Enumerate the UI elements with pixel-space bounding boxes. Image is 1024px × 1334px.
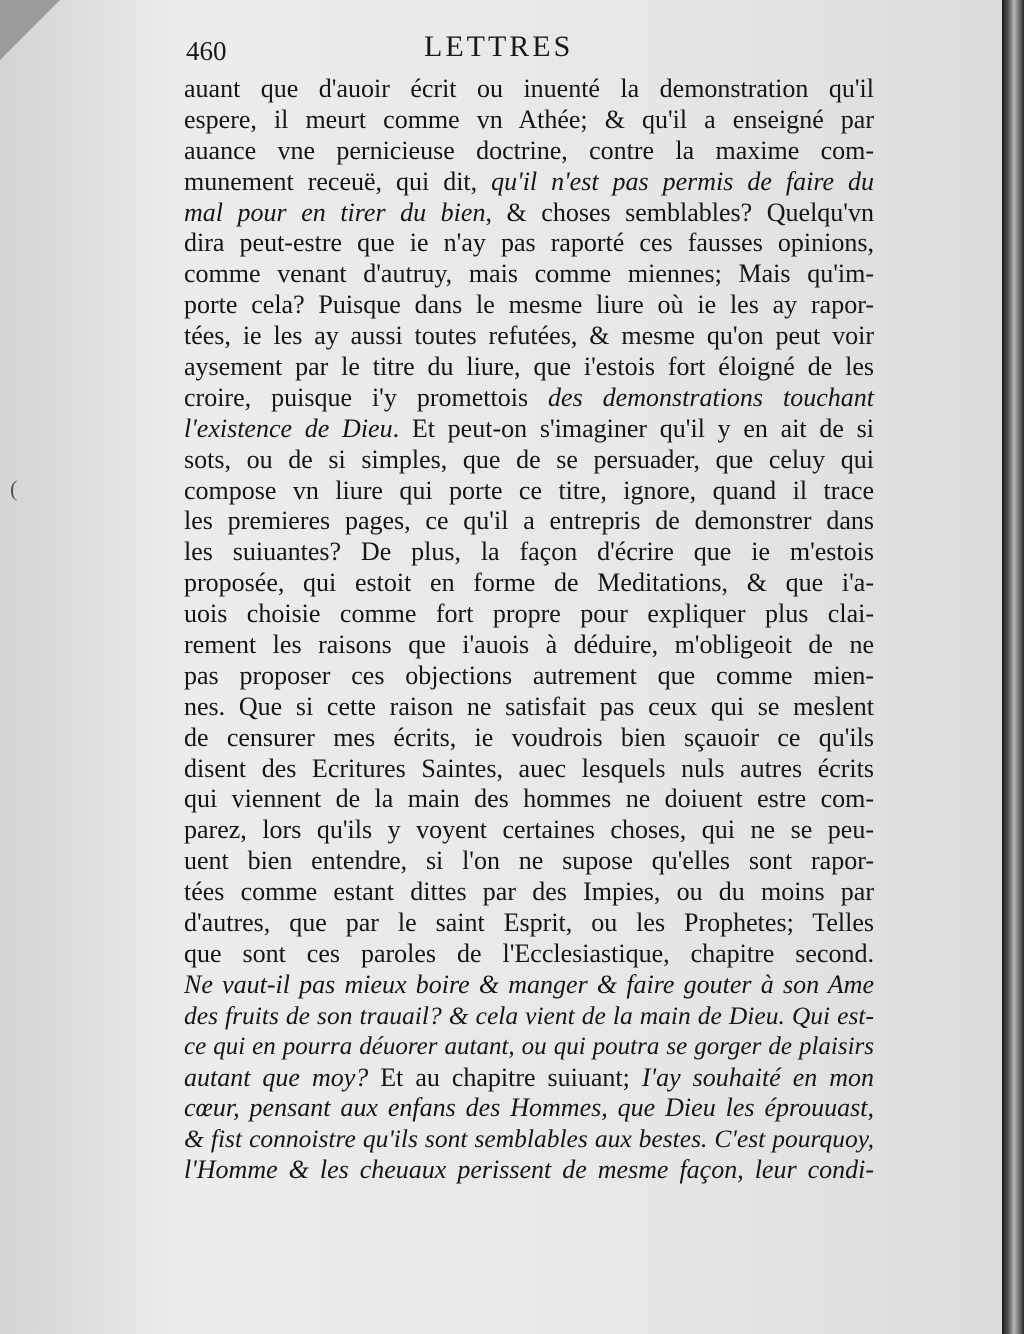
text-line (184, 506, 874, 537)
text-segment: nes. Que si cette raison ne satisfait pas ceux qui se meslent (184, 691, 874, 721)
text-line (184, 939, 874, 970)
text-line (184, 476, 874, 507)
text-segment: des demonstrations touchant (548, 382, 874, 412)
text-line (184, 846, 874, 877)
text-line (184, 1001, 874, 1032)
body-text (184, 74, 874, 1186)
text-line (184, 74, 874, 105)
text-line (184, 630, 874, 661)
text-segment: rement les raisons que i'auois à déduire, m'obligeoit de ne (184, 630, 874, 660)
text-segment: compose vn liure qui porte ce titre, ignore, quand il trace (184, 475, 874, 505)
text-segment: ce qui en pourra déuorer autant, ou qui poutra se gorger de plaisirs (184, 1032, 874, 1060)
book-spine (1002, 0, 1024, 1334)
text-segment: l'Homme & les cheuaux perissent de mesme façon, leur condi- (184, 1155, 874, 1185)
text-line (184, 259, 874, 290)
text-segment: I'ay souhaité en mon (641, 1062, 874, 1092)
text-line (184, 723, 874, 754)
folded-corner (0, 0, 60, 60)
text-line (184, 754, 874, 785)
text-line (184, 414, 874, 445)
text-line (184, 1093, 874, 1124)
text-line (184, 784, 874, 815)
text-segment: Et au chapitre suiuant; (368, 1062, 642, 1092)
text-line (184, 352, 874, 383)
text-segment: qui viennent de la main des hommes ne doiuent estre com- (184, 784, 874, 814)
text-segment: comme venant d'autruy, mais comme miennes; Mais qu'im- (184, 259, 874, 289)
text-segment: qu'il n'est pas permis de faire du (491, 166, 874, 196)
text-segment: , & choses semblables? Quelqu'vn (485, 197, 874, 227)
text-line (184, 1155, 874, 1186)
text-line (184, 290, 874, 321)
text-segment: uois choisie comme fort propre pour expliquer plus clai- (184, 599, 874, 629)
running-title: LETTRES (424, 30, 574, 63)
text-segment: auant que d'auoir écrit ou inuenté la demonstration qu'il (184, 74, 874, 103)
text-segment: tées comme estant dittes par des Impies, ou du moins par (184, 877, 874, 907)
text-segment: mal pour en tirer du bien (184, 197, 486, 227)
text-line (184, 568, 874, 599)
text-line (184, 908, 874, 939)
text-segment: cœur, pensant aux enfans des Hommes, que Dieu les éprouuast, (184, 1093, 874, 1123)
text-segment: Ne vaut-il pas mieux boire & manger & faire gouter à son Ame (184, 969, 874, 999)
text-segment: des fruits de son trauail? & cela vient de la main de Dieu. Qui est- (184, 1000, 874, 1030)
text-line (184, 537, 874, 568)
text-line (184, 136, 874, 167)
text-segment: . Et peut-on s'imaginer qu'il y en ait de si (392, 413, 874, 443)
text-segment: aysement par le titre du liure, que i'estois fort éloigné de les (184, 352, 874, 382)
margin-mark: ( (10, 476, 18, 501)
text-line (184, 1063, 874, 1094)
text-segment: parez, lors qu'ils y voyent certaines choses, qui ne se peu- (184, 815, 874, 845)
text-line (184, 321, 874, 352)
text-line (184, 661, 874, 692)
text-segment: pas proposer ces objections autrement que comme mien- (184, 660, 874, 690)
text-segment: disent des Ecritures Saintes, auec lesquels nuls autres écrits (184, 753, 874, 783)
text-line (184, 445, 874, 476)
text-segment: dira peut-estre que ie n'ay pas raporté ces fausses opinions, (184, 228, 874, 258)
text-line (184, 1124, 874, 1155)
text-line (184, 105, 874, 136)
text-line (184, 599, 874, 630)
text-segment: croire, puisque i'y promettois (184, 382, 549, 412)
text-segment: l'existence de Dieu (184, 413, 393, 443)
text-segment: uent bien entendre, si l'on ne supose qu'elles sont rapor- (184, 846, 874, 876)
text-segment: espere, il meurt comme vn Athée; & qu'il a enseigné par (184, 104, 874, 134)
text-segment: de censurer mes écrits, ie voudrois bien sçauoir ce qu'ils (184, 722, 874, 752)
text-line (184, 198, 874, 229)
text-segment: autant que moy? (184, 1062, 369, 1092)
text-line (184, 228, 874, 259)
text-segment: les suiuantes? De plus, la façon d'écrire que ie m'estois (184, 537, 874, 567)
text-line (184, 167, 874, 198)
text-line (184, 383, 874, 414)
text-line (184, 815, 874, 846)
text-line (184, 970, 874, 1001)
text-segment: tées, ie les ay aussi toutes refutées, & mesme qu'on peut voir (184, 321, 874, 351)
text-segment: auance vne pernicieuse doctrine, contre la maxime com- (184, 135, 874, 165)
text-segment: d'autres, que par le saint Esprit, ou les Prophetes; Telles (184, 908, 874, 938)
text-segment: & fist connoistre qu'ils sont semblables aux bestes. C'est pourquoy, (184, 1124, 874, 1154)
text-segment: que sont ces paroles de l'Ecclesiastique, chapitre second. (184, 938, 874, 968)
text-segment: proposée, qui estoit en forme de Meditations, & que i'a- (184, 568, 874, 598)
text-segment: porte cela? Puisque dans le mesme liure où ie les ay rapor- (184, 290, 874, 320)
page-number: 460 (186, 36, 227, 66)
text-line (184, 1032, 874, 1063)
text-segment: sots, ou de si simples, que de se persuader, que celuy qui (184, 444, 874, 474)
text-segment: les premieres pages, ce qu'il a entrepris de demonstrer dans (184, 506, 874, 536)
text-line (184, 877, 874, 908)
text-line (184, 692, 874, 723)
text-segment: munement receuë, qui dit, (184, 166, 492, 196)
